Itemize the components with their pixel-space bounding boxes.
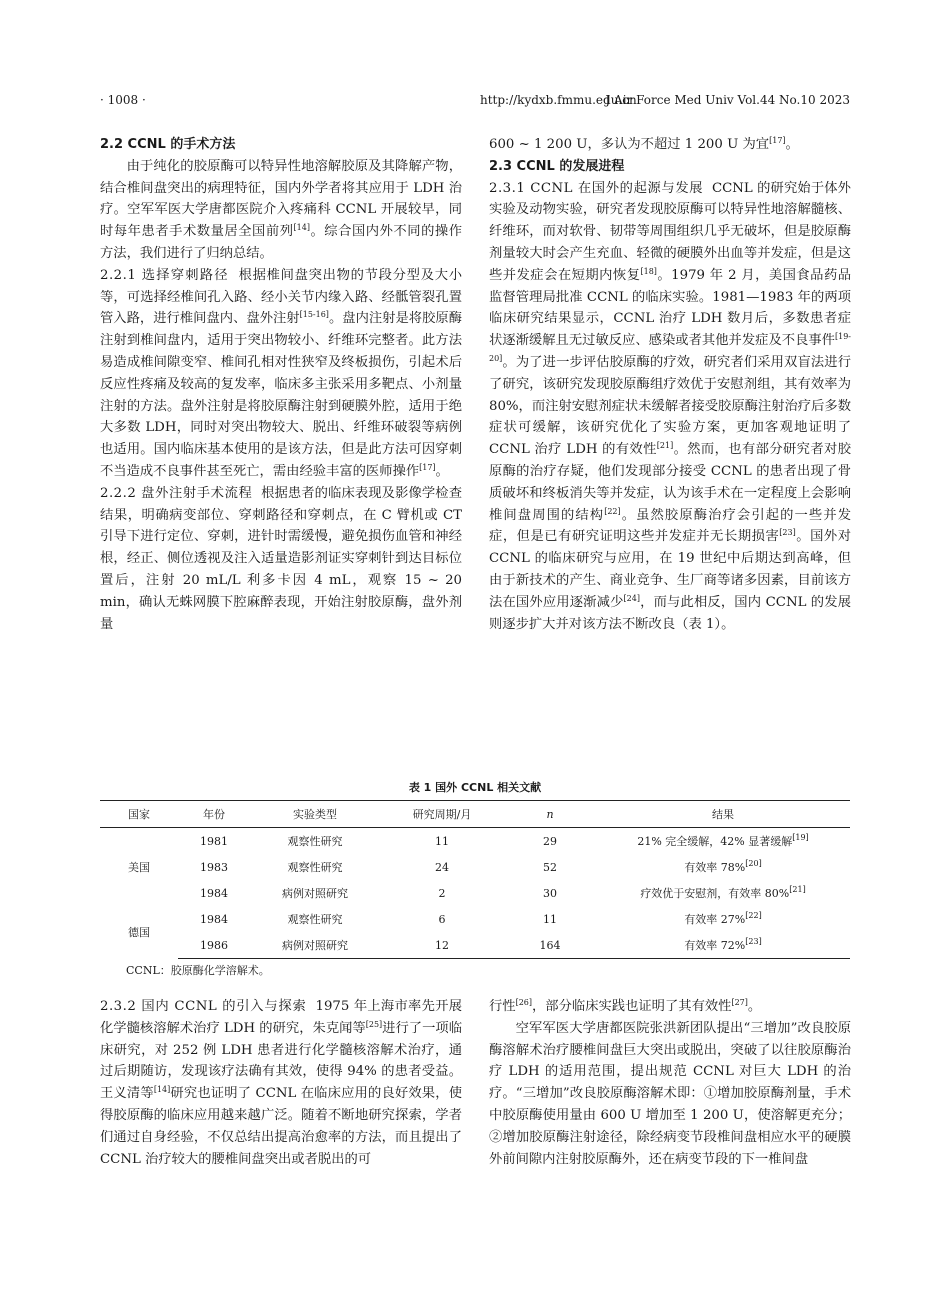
cell-year: 1983 [200,860,228,874]
cell-type: 观察性研究 [287,861,343,874]
journal-url[interactable]: http://kydxb.fmmu.edu.cn [480,93,637,107]
cell-period: 11 [435,834,449,848]
paragraph: 行性[26]，部分临床实践也证明了其有效性[27]。 [489,998,762,1014]
citation[interactable]: [14] [153,1085,171,1095]
citation[interactable]: [21] [656,441,674,451]
cell-country: 德国 [128,926,150,940]
cell-period: 6 [438,912,446,926]
citation[interactable]: [19-20] [489,332,851,363]
col-header-period: 研究周期/月 [380,801,504,828]
citation[interactable]: [17] [419,462,436,472]
cell-n: 164 [504,932,596,959]
citation[interactable]: [23] [779,528,796,538]
cell-n: 52 [543,860,557,874]
paragraph: 2.3.1 CCNL 在国外的起源与发展 CCNL 的研究始于体外实验及动物实验，研究者发现胶原酶可以特异性地溶解髓核、纤维环，而对软骨、韧带等周围组织几乎无破坏，但是胶原酶剂量较大时会产生充血、轻微的硬膜外出血等并发症，但是这些并发症会在短期内恢复[18]。1979 年 2 月，美国食品药品监督管理局批准 CCNL 的临床实验。1981—1983 年的两项临床研究结果显示，CCNL 治疗 LDH 数月后，多数患者症状逐渐缓解且无过敏反应、感染或者其他并发症及不良事件[19-20]。为了进一步评估胶原酶的疗效，研究者们采用双盲法进行了研究，该研究发现胶原酶组疗效优于安慰剂组，其有效率为 80%，而注射安慰剂症状未缓解者接受胶原酶注射治疗后多数症状可缓解，该研究优化了实验方案，更加客观地证明了 CCNL 治疗 LDH 的有效性[21]。然而，也有部分研究者对胶原酶的治疗存疑，他们发现部分接受 CCNL 的患者出现了骨质破坏和终板消失等并发症，认为该手术在一定程度上会影响椎间盘周围的结构[22]。虽然胶原酶治疗会引起的一些并发症，但是已有研究证明这些并发症并无长期损害[23]。国外对 CCNL 的临床研究与应用，在 19 世纪中后期达到高峰，但由于新技术的产生、商业竞争、生厂商等诸多因素，目前该方法在国外应用逐渐减少[24]，而与此相反，国内 CCNL 的发展则逐步扩大并对该方法不断改良（表 1）。 [489,180,852,632]
cell-n: 11 [543,912,557,926]
table-row [100,828,850,855]
citation[interactable]: [24] [623,593,640,603]
paragraph: 空军军医大学唐都医院张洪新团队提出“三增加”改良胶原酶溶解术治疗腰椎间盘巨大突出或脱出，突破了以往胶原酶治疗 LDH 的适用范围，提出规范 CCNL 对巨大 LDH 的治疗。“三增加”改良胶原酶溶解术即：①增加胶原酶剂量，手术中胶原酶使用量由 600 U 增加至 1 200 U，使溶解更充分；②增加胶原酶注射途径，除经病变节段椎间盘相应水平的硬膜外前间隙内注射胶原酶外，还在病变节段的下一椎间盘 [489,1020,851,1167]
citation[interactable]: [17] [769,136,786,145]
cell-period: 24 [435,860,449,874]
cell-result: 疗效优于安慰剂，有效率 80%[21] [640,885,806,900]
table-row [100,854,850,880]
col-header-n: n [504,801,596,828]
paragraph: 600 ~ 1 200 U，多认为不超过 1 200 U 为宜[17]。 [489,136,799,152]
left-column-bottom [100,996,462,1170]
section-2-3-1-title: 2.3.1 CCNL 在国外的起源与发展 [489,180,704,196]
paragraph: 由于纯化的胶原酶可以特异性地溶解胶原及其降解产物，结合椎间盘突出的病理特征，国内外学者将其应用于 LDH 治疗。空军军医大学唐都医院介入疼痛科 CCNL 开展较早，同时每年患者手术数量居全国前列[14]。综合国内外不同的操作方法，我们进行了归纳总结。 [100,158,463,261]
table-row [100,906,850,932]
citation[interactable]: [19] [792,833,809,842]
cell-n: 30 [543,886,557,900]
journal-citation: J Air Force Med Univ Vol.44 No.10 2023 [605,93,850,107]
left-column-top [100,134,462,635]
section-2-2-2-title: 2.2.2 盘外注射手术流程 [100,485,253,501]
cell-n: 29 [543,834,557,848]
citation[interactable]: [14] [293,223,310,233]
section-2-3-2-title: 2.3.2 国内 CCNL 的引入与探索 [100,999,307,1014]
table-header-row [100,801,850,828]
table-note: CCNL：胶原酶化学溶解术。 [126,964,270,977]
cell-year: 1986 [178,932,250,959]
paragraph: 2.3.2 国内 CCNL 的引入与探索 1975 年上海市率先开展化学髓核溶解术治疗 LDH 的研究，朱克闻等[25]进行了一项临床研究，对 252 例 LDH 患者进行化学髓核溶解术治疗，通过后期随访，发现该疗法确有其效，使得 94% 的患者受益。王义清等[14]研究也证明了 CCNL 在临床应用的良好效果，使得胶原酶的临床应用越来越广泛。随着不断地研究探索，学者们通过自身经验，不仅总结出提高治愈率的方法，而且提出了 CCNL 治疗较大的腰椎间盘突出或者脱出的可 [100,999,463,1167]
cell-result: 有效率 72%[23] [596,932,850,959]
cell-year: 1981 [200,834,228,848]
literature-table [100,800,850,959]
table-caption: 表 1 国外 CCNL 相关文献 [408,781,542,794]
page-number: · 1008 · [100,93,146,107]
citation[interactable]: [18] [640,266,657,276]
running-header [100,93,850,109]
right-column-bottom [489,996,851,1170]
citation[interactable]: [27] [731,998,748,1007]
paragraph: 2.2.2 盘外注射手术流程 根据患者的临床表现及影像学检查结果，明确病变部位、穿刺路径和穿刺点，在 C 臂机或 CT 引导下进行定位、穿刺，进针时需缓慢，避免损伤血管和神经根，经正、侧位透视及注入适量造影剂证实穿刺针到达目标位置后，注射 20 mL/L 利多卡因 4 mL，观察 15 ~ 20 min，确认无蛛网膜下腔麻醉表现，开始注射胶原酶，盘外剂量 [100,485,462,632]
cell-year: 1984 [200,912,228,926]
paragraph: 2.2.1 选择穿刺路径 根据椎间盘突出物的节段分型及大小等，可选择经椎间孔入路、经小关节内缘入路、经骶管裂孔置管入路，进行椎间盘内、盘外注射[15-16]。盘内注射是将胶原酶注射到椎间盘内，适用于突出物较小、纤维环完整者。此方法易造成椎间隙变窄、椎间孔相对性狭窄及终板损伤，引起术后反应性疼痛及较高的复发率，临床多主张采用多靶点、小剂量注射的方法。盘外注射是将胶原酶注射到硬膜外腔，适用于绝大多数 LDH，同时对突出物较大、脱出、纤维环破裂等病例也适用。国内临床基本使用的是该方法，但是此方法可因穿刺不当造成不良事件甚至死亡，需由经验丰富的医师操作[17]。 [100,267,463,479]
citation[interactable]: [23] [745,937,762,946]
col-header-year: 年份 [178,801,250,828]
cell-result: 有效率 78%[20] [684,859,762,874]
citation[interactable]: [25] [365,1019,383,1029]
cell-result: 有效率 27%[22] [684,911,762,926]
col-header-country: 国家 [100,801,178,828]
cell-country: 美国 [128,861,150,874]
cell-period: 12 [380,932,504,959]
section-2-3-title: 2.3 CCNL 的发展进程 [489,158,625,174]
cell-type: 病例对照研究 [250,932,380,959]
cell-period: 2 [438,886,446,900]
cell-year: 1984 [200,886,228,900]
cell-type: 病例对照研究 [282,887,348,900]
citation[interactable]: [21] [789,885,806,894]
cell-type: 观察性研究 [287,913,343,926]
citation[interactable]: [22] [604,506,621,516]
col-header-type: 实验类型 [250,801,380,828]
section-2-2-1-title: 2.2.1 选择穿刺路径 [100,267,229,283]
table-row [100,880,850,906]
cell-type: 观察性研究 [287,835,343,848]
citation[interactable]: [20] [745,859,762,868]
col-header-result: 结果 [596,801,850,828]
cell-result: 21% 完全缓解，42% 显著缓解[19] [637,833,809,848]
citation[interactable]: [15-16] [299,310,329,320]
section-2-2-title: 2.2 CCNL 的手术方法 [100,137,236,152]
citation[interactable]: [26] [515,998,533,1007]
right-column-top [489,134,851,635]
table-row [100,932,850,959]
citation[interactable]: [22] [745,911,762,920]
